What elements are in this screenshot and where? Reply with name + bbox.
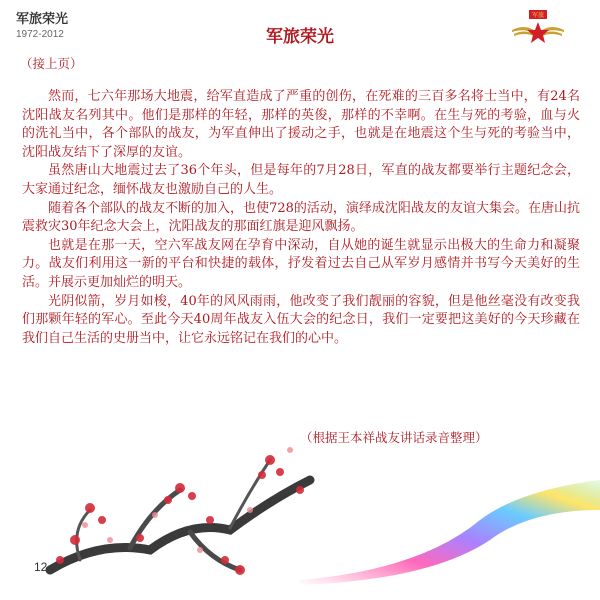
paragraph-4: 也就是在那一天，空六军战友网在孕育中深动，自从她的诞生就显示出极大的生命力和凝聚力。战友们利用这一新的平台和快捷的载体，抒发着过去自己从军岁月感情并书写今天美好的生活。并展示更加灿烂的明天。: [22, 237, 580, 290]
corner-title: 军旅荣光: [16, 11, 69, 26]
article-body: [22, 88, 580, 348]
air-force-emblem-icon: [510, 8, 566, 48]
attribution: （根据王本祥战友讲话录音整理）: [300, 430, 488, 445]
page-title: 军旅荣光: [266, 27, 334, 47]
page-number: 12: [34, 560, 48, 574]
paragraph-5: 光阴似箭，岁月如梭，40年的风风雨雨，他改变了我们靓丽的容貌，但是他丝毫没有改变我们那颗年轻的军心。至此今天40周年战友入伍大会的纪念日，我们一定要把这美好的今天珍藏在我们自己生活的史册当中，让它永远铭记在我们的心中。: [22, 293, 580, 346]
paragraph-3: 随着各个部队的战友不断的加入，也使728的活动，演绎成沈阳战友的友谊大集会。在唐山抗震救灾30年纪念大会上，沈阳战友的那面红旗是迎风飘扬。: [22, 200, 580, 235]
corner-years: 1972-2012: [16, 29, 64, 40]
emblem-text: 军旅: [531, 12, 545, 19]
continued-label: （接上页）: [20, 56, 83, 71]
rainbow-ribbon: [300, 440, 600, 590]
paragraph-2: 虽然唐山大地震过去了36个年头，但是每年的7月28日，军直的战友都要举行主题纪念会，大家通过纪念，缅怀战友也激励自己的人生。: [22, 163, 580, 197]
plum-blossom-painting: [40, 420, 340, 590]
paragraph-1: 然而，七六年那场大地震，给军直造成了严重的创伤，在死难的三百多名将士当中，有24名沈阳战友名列其中。他们是那样的年轻，那样的英俊，那样的不幸啊。在生与死的考验，血与火的洗礼当中，各个部队的战友，为军直伸出了援动之手，也就是在地震这个生与死的考验当中，沈阳战友结下了深厚的友谊。: [22, 89, 580, 160]
